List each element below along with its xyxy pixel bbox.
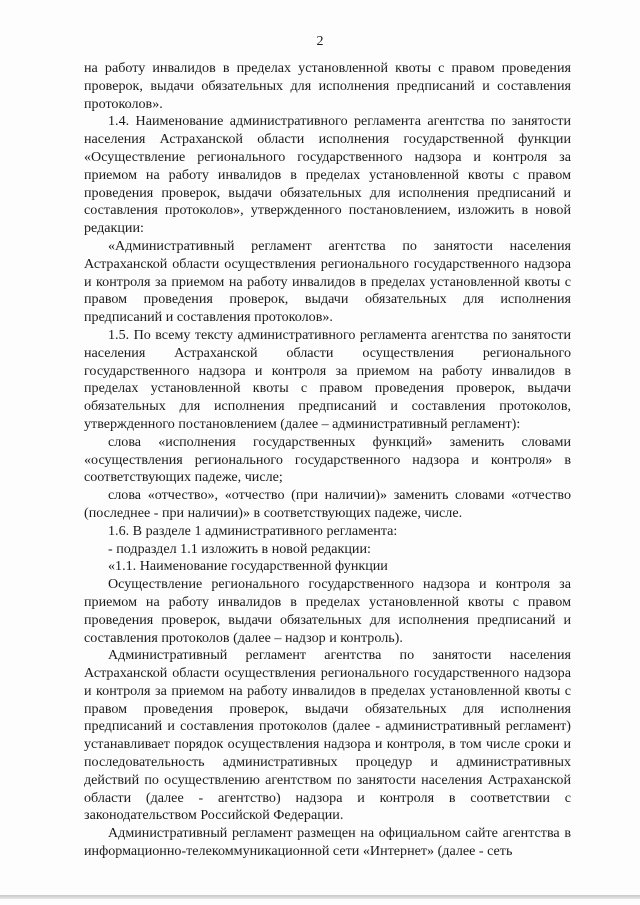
paragraph-1-5: 1.5. По всему тексту административного регламента агентства по занятости населения Астраханской области осуществления регионального государственного надзора и контроля за приемом на работу инвалидов в пределах установленной квоты с правом проведения проверок, выдачи обязательных для исполнения предписаний и составления протоколов, утвержденного постановлением (далее – административный регламент):	[84, 326, 571, 432]
paragraph-subsection-1-1: - подраздел 1.1 изложить в новой редакции:	[108, 540, 371, 557]
body-text	[84, 60, 571, 861]
scan-bottom-edge	[0, 895, 640, 899]
paragraph-replace-patronymic: слова «отчество», «отчество (при наличии)» заменить словами «отчество (последнее - при наличии)» в соответствующих падеже, числе.	[84, 487, 571, 521]
paragraph-1-4: 1.4. Наименование административного регламента агентства по занятости населения Астраханской области исполнения государственной функции «Осуществление регионального государственного надзора и контроля за приемом на работу инвалидов в пределах установленной квоты с правом проведения проверок, выдачи обязательных для исполнения предписаний и составления протоколов», утвержденного постановлением, изложить в новой редакции:	[84, 113, 571, 237]
page-number: 2	[316, 34, 324, 49]
paragraph-new-title: «Административный регламент агентства по занятости населения Астраханской области осуществления регионального государственного надзора и контроля за приемом на работу инвалидов в пределах установленной квоты с правом проведения проверок, выдачи обязательных для исполнения предписаний и составления протоколов».	[84, 237, 571, 326]
paragraph-replace-functions: слова «исполнения государственных функций» заменить словами «осуществления регионального государственного надзора и контроля» в соответствующих падеже, числе;	[84, 433, 571, 486]
paragraph-continuation: на работу инвалидов в пределах установленной квоты с правом проведения проверок, выдачи обязательных для исполнения предписаний и составления протоколов».	[84, 60, 571, 112]
paragraph-regulation-scope: Административный регламент агентства по занятости населения Астраханской области осуществления регионального государственного надзора и контроля за приемом на работу инвалидов в пределах установленной квоты с правом проведения проверок, выдачи обязательных для исполнения предписаний и составления протоколов (далее - административный регламент) устанавливает порядок осуществления надзора и контроля, в том числе сроки и последовательность административных процедур и административных действий по осуществлению агентством по занятости населения Астраханской области (далее - агентство) надзора и контроля в соответствии с законодательством Российской Федерации.	[84, 647, 571, 824]
paragraph-1-6: 1.6. В разделе 1 административного регламента:	[108, 522, 398, 539]
paragraph-heading-1-1: «1.1. Наименование государственной функции	[108, 558, 388, 575]
paragraph-function-definition: Осуществление регионального государственного надзора и контроля за приемом на работу инвалидов в пределах установленной квоты с правом проведения проверок, выдачи обязательных для исполнения предписаний и составления протоколов (далее – надзор и контроль).	[84, 576, 571, 646]
paragraph-regulation-published: Административный регламент размещен на официальном сайте агентства в информационно-телекоммуникационной сети «Интернет» (далее - сеть	[84, 825, 571, 860]
